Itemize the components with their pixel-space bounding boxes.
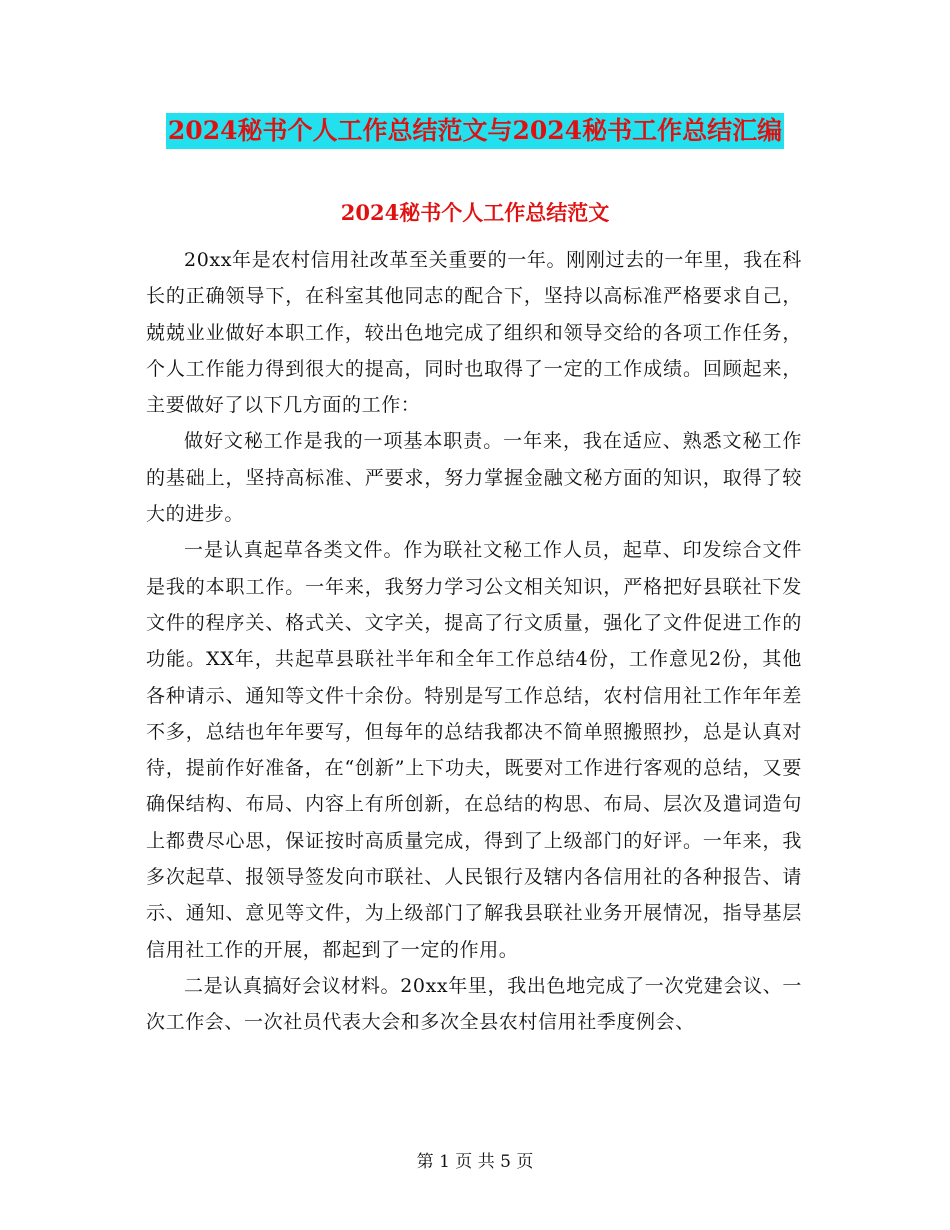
- paragraph: 做好文秘工作是我的一项基本职责。一年来，我在适应、熟悉文秘工作的基础上，坚持高标准、严要求，努力掌握金融文秘方面的知识，取得了较大的进步。: [146, 430, 802, 526]
- paragraph: 20xx年是农村信用社改革至关重要的一年。刚刚过去的一年里，我在科长的正确领导下，在科室其他同志的配合下，坚持以高标准严格要求自己，兢兢业业做好本职工作，较出色地完成了组织和领导交给的各项工作任务，个人工作能力得到很大的提高，同时也取得了一定的工作成绩。回顾起来，主要做好了以下几方面的工作：: [146, 249, 802, 417]
- paragraph: 二是认真搞好会议材料。20xx年里，我出色地完成了一次党建会议、一次工作会、一次社员代表大会和多次全县农村信用社季度例会、: [146, 974, 802, 1034]
- document-title: 2024秘书个人工作总结范文与2024秘书工作总结汇编: [166, 113, 784, 149]
- body-text: [146, 242, 802, 1041]
- paragraph: 一是认真起草各类文件。作为联社文秘工作人员，起草、印发综合文件是我的本职工作。一年来，我努力学习公文相关知识，严格把好县联社下发文件的程序关、格式关、文字关，提高了行文质量，强化了文件促进工作的功能。XX年，共起草县联社半年和全年工作总结4份，工作意见2份，其他各种请示、通知等文件十余份。特别是写工作总结，农村信用社工作年年差不多，总结也年年要写，但每年的总结我都决不简单照搬照抄，总是认真对待，提前作好准备，在“创新”上下功夫，既要对工作进行客观的总结，又要确保结构、布局、内容上有所创新，在总结的构思、布局、层次及遣词造句上都费尽心思，保证按时高质量完成，得到了上级部门的好评。一年来，我多次起草、报领导签发向市联社、人民银行及辖内各信用社的各种报告、请示、通知、意见等文件，为上级部门了解我县联社业务开展情况，指导基层信用社工作的开展，都起到了一定的作用。: [146, 539, 802, 961]
- document-title-wrap: [0, 113, 950, 149]
- section-title: 2024秘书个人工作总结范文: [340, 200, 610, 225]
- page-number-footer: 第 1 页 共 5 页: [416, 1152, 534, 1172]
